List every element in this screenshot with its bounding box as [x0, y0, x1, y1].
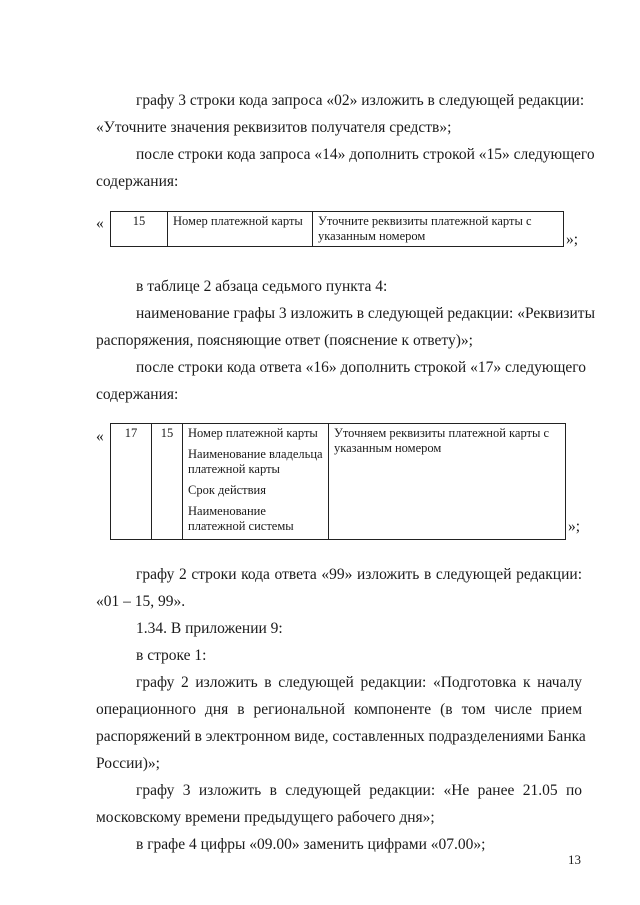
paragraph-2-line-2: содержания: — [96, 173, 179, 190]
paragraph-8: в строке 1: — [136, 647, 207, 664]
table-1-close-quote: »; — [566, 231, 579, 248]
table-1-text-cell: Уточните реквизиты платежной карты с указанным номером — [313, 212, 564, 247]
paragraph-5-line-2: содержания: — [96, 386, 179, 403]
paragraph-4-line-2: распоряжения, поясняющие ответ (пояснение к ответу)»; — [96, 332, 473, 349]
paragraph-1-line-1: графу 3 строки кода запроса «02» изложить в следующей редакции: — [136, 92, 585, 109]
table-2-open-quote: « — [96, 428, 104, 445]
table-2-close-quote: »; — [568, 518, 581, 535]
table-1-name-cell: Номер платежной карты — [168, 212, 313, 247]
table-2-item: Номер платежной карты — [188, 426, 318, 440]
page-number: 13 — [568, 852, 581, 867]
table-1-open-quote: « — [96, 215, 104, 232]
paragraph-6-line-2: «01 – 15, 99». — [96, 593, 186, 610]
paragraph-6-line-1: графу 2 строки кода ответа «99» изложить в следующей редакции: — [136, 566, 582, 583]
paragraph-2-line-1: после строки кода запроса «14» дополнить строкой «15» следующего — [136, 146, 595, 163]
paragraph-9-line-3: распоряжений в электронном виде, составленных подразделениями Банка — [96, 728, 586, 745]
table-2-ref-cell: 15 — [152, 424, 183, 540]
table-2-code-cell: 17 — [111, 424, 152, 540]
table-2-item: Наименование платежной системы — [188, 504, 294, 533]
paragraph-7-section-heading: 1.34. В приложении 9: — [136, 620, 283, 637]
paragraph-9-line-4: России)»; — [96, 755, 160, 772]
paragraph-3: в таблице 2 абзаца седьмого пункта 4: — [136, 278, 388, 295]
paragraph-1-line-2: «Уточните значения реквизитов получателя средств»; — [96, 119, 452, 136]
paragraph-10-line-2: московскому времени предыдущего рабочего дня»; — [96, 809, 435, 826]
table-1-code-cell: 15 — [111, 212, 168, 247]
paragraph-11: в графе 4 цифры «09.00» заменить цифрами «07.00»; — [136, 836, 486, 853]
table-2 — [110, 423, 566, 540]
table-2-row — [111, 424, 566, 540]
table-2-text-cell: Уточняем реквизиты платежной карты с указанным номером — [329, 424, 566, 540]
table-1 — [110, 211, 564, 247]
table-2-item: Наименование владельца платежной карты — [188, 447, 323, 476]
table-2-item: Срок действия — [188, 483, 266, 497]
table-2-items-cell — [183, 424, 329, 540]
paragraph-9-line-2: операционного дня в региональной компоненте (в том числе прием — [96, 701, 582, 718]
table-1-row — [111, 212, 564, 247]
paragraph-4-line-1: наименование графы 3 изложить в следующей редакции: «Реквизиты — [136, 305, 595, 322]
paragraph-9-line-1: графу 2 изложить в следующей редакции: «Подготовка к началу — [136, 674, 582, 691]
paragraph-10-line-1: графу 3 изложить в следующей редакции: «Не ранее 21.05 по — [136, 782, 582, 799]
paragraph-5-line-1: после строки кода ответа «16» дополнить строкой «17» следующего — [136, 359, 586, 376]
